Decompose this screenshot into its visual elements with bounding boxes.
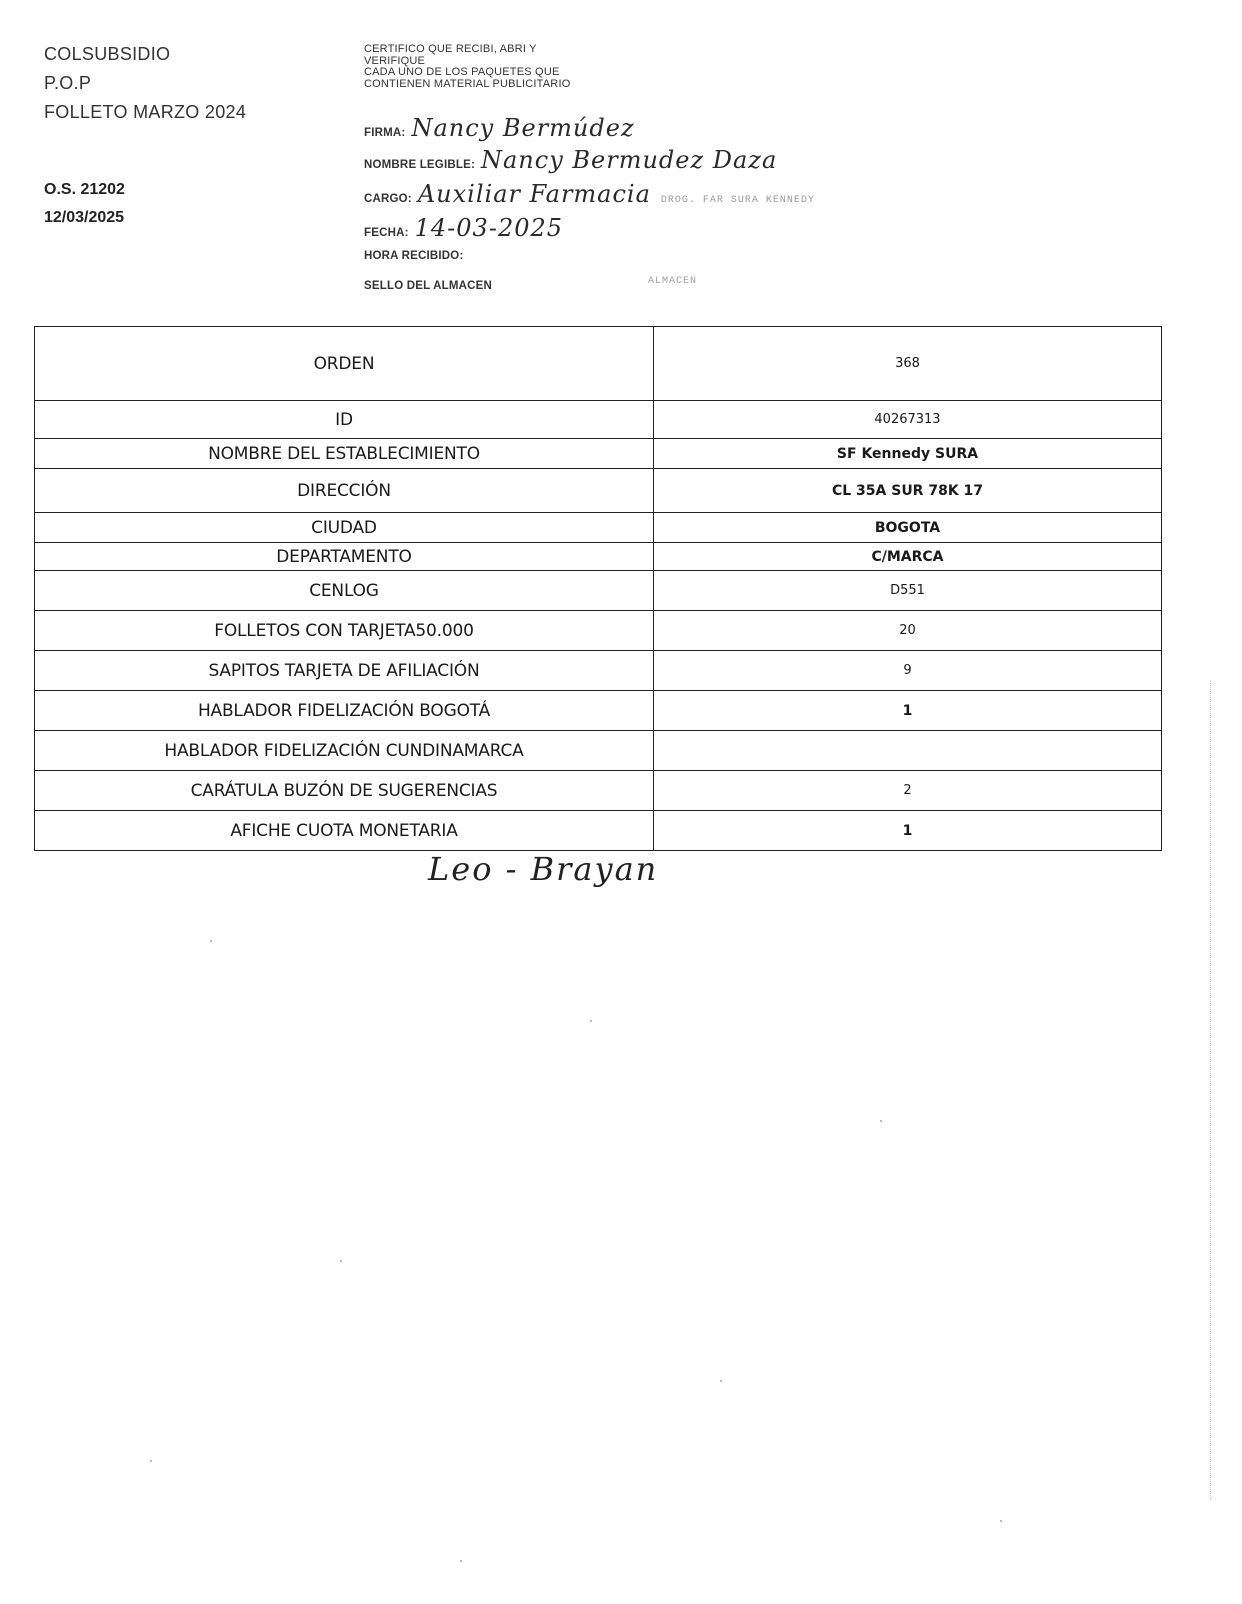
row-label: DIRECCIÓN (35, 469, 654, 513)
nombre-row (364, 146, 777, 174)
table-row (35, 691, 1162, 731)
fecha-handwriting: 14-03-2025 (414, 214, 564, 242)
row-value: 9 (654, 651, 1162, 691)
row-value: 40267313 (654, 401, 1162, 439)
scan-edge-divider (1210, 680, 1212, 1500)
row-value: C/MARCA (654, 543, 1162, 571)
row-label: NOMBRE DEL ESTABLECIMIENTO (35, 439, 654, 469)
row-label: DEPARTAMENTO (35, 543, 654, 571)
cargo-stamp: DROG. FAR SURA KENNEDY (660, 195, 815, 206)
table-row (35, 571, 1162, 611)
table-row (35, 401, 1162, 439)
scan-speck (1000, 1520, 1002, 1522)
hora-row (364, 250, 463, 262)
cert-line-2: VERIFIQUE (364, 54, 426, 67)
row-value: 1 (654, 691, 1162, 731)
fecha-label: FECHA: (364, 227, 409, 239)
table-row (35, 731, 1162, 771)
row-label: FOLLETOS CON TARJETA50.000 (35, 611, 654, 651)
firma-handwriting: Nancy Bermúdez (411, 114, 635, 142)
sello-row (364, 280, 492, 292)
firma-label: FIRMA: (364, 127, 406, 139)
cargo-handwriting: Auxiliar Farmacia (417, 180, 651, 208)
scan-speck (590, 1020, 592, 1022)
row-label: HABLADOR FIDELIZACIÓN BOGOTÁ (35, 691, 654, 731)
row-label: ID (35, 401, 654, 439)
row-label: CARÁTULA BUZÓN DE SUGERENCIAS (35, 771, 654, 811)
row-label: CIUDAD (35, 513, 654, 543)
row-label: ORDEN (35, 327, 654, 401)
nombre-handwriting: Nancy Bermudez Daza (480, 146, 778, 174)
folleto-title: FOLLETO MARZO 2024 (44, 102, 247, 122)
table-row (35, 543, 1162, 571)
company-header (44, 40, 246, 127)
handwritten-signature: Leo - Brayan (428, 850, 659, 888)
row-value (654, 731, 1162, 771)
firma-row (364, 114, 635, 142)
order-table (34, 326, 1162, 851)
row-value: 368 (654, 327, 1162, 401)
table-row (35, 469, 1162, 513)
scan-speck (880, 1120, 882, 1122)
row-label: SAPITOS TARJETA DE AFILIACIÓN (35, 651, 654, 691)
table-row (35, 651, 1162, 691)
row-label: HABLADOR FIDELIZACIÓN CUNDINAMARCA (35, 731, 654, 771)
row-value: 1 (654, 811, 1162, 851)
row-label: AFICHE CUOTA MONETARIA (35, 811, 654, 851)
table-row (35, 513, 1162, 543)
scan-speck (720, 1380, 722, 1382)
row-value: CL 35A SUR 78K 17 (654, 469, 1162, 513)
table-row (35, 771, 1162, 811)
cert-line-4: CONTIENEN MATERIAL PUBLICITARIO (364, 77, 571, 90)
scan-speck (460, 1560, 462, 1562)
row-value: D551 (654, 571, 1162, 611)
table-row (35, 327, 1162, 401)
pop-label: P.O.P (44, 73, 92, 93)
nombre-label: NOMBRE LEGIBLE: (364, 159, 475, 171)
scan-speck (340, 1260, 342, 1262)
company-name: COLSUBSIDIO (44, 44, 171, 64)
certificate-text (364, 44, 570, 90)
os-number: O.S. 21202 (44, 181, 125, 198)
table-row (35, 439, 1162, 469)
order-info (44, 176, 125, 232)
sello-label: SELLO DEL ALMACEN (364, 280, 492, 292)
cargo-label: CARGO: (364, 193, 412, 205)
cargo-row (364, 180, 815, 208)
scan-speck (210, 940, 212, 942)
row-value: 20 (654, 611, 1162, 651)
row-value: 2 (654, 771, 1162, 811)
sello-stamp: ALMACEN (648, 276, 698, 287)
row-label: CENLOG (35, 571, 654, 611)
os-date: 12/03/2025 (44, 209, 125, 226)
hora-label: HORA RECIBIDO: (364, 250, 464, 262)
scan-speck (150, 1460, 152, 1462)
table-row (35, 811, 1162, 851)
cert-line-1: CERTIFICO QUE RECIBI, ABRI Y (364, 43, 537, 55)
row-value: SF Kennedy SURA (654, 439, 1162, 469)
row-value: BOGOTA (654, 513, 1162, 543)
cert-line-3: CADA UNO DE LOS PAQUETES QUE (364, 66, 560, 78)
fecha-row (364, 214, 563, 242)
table-row (35, 611, 1162, 651)
